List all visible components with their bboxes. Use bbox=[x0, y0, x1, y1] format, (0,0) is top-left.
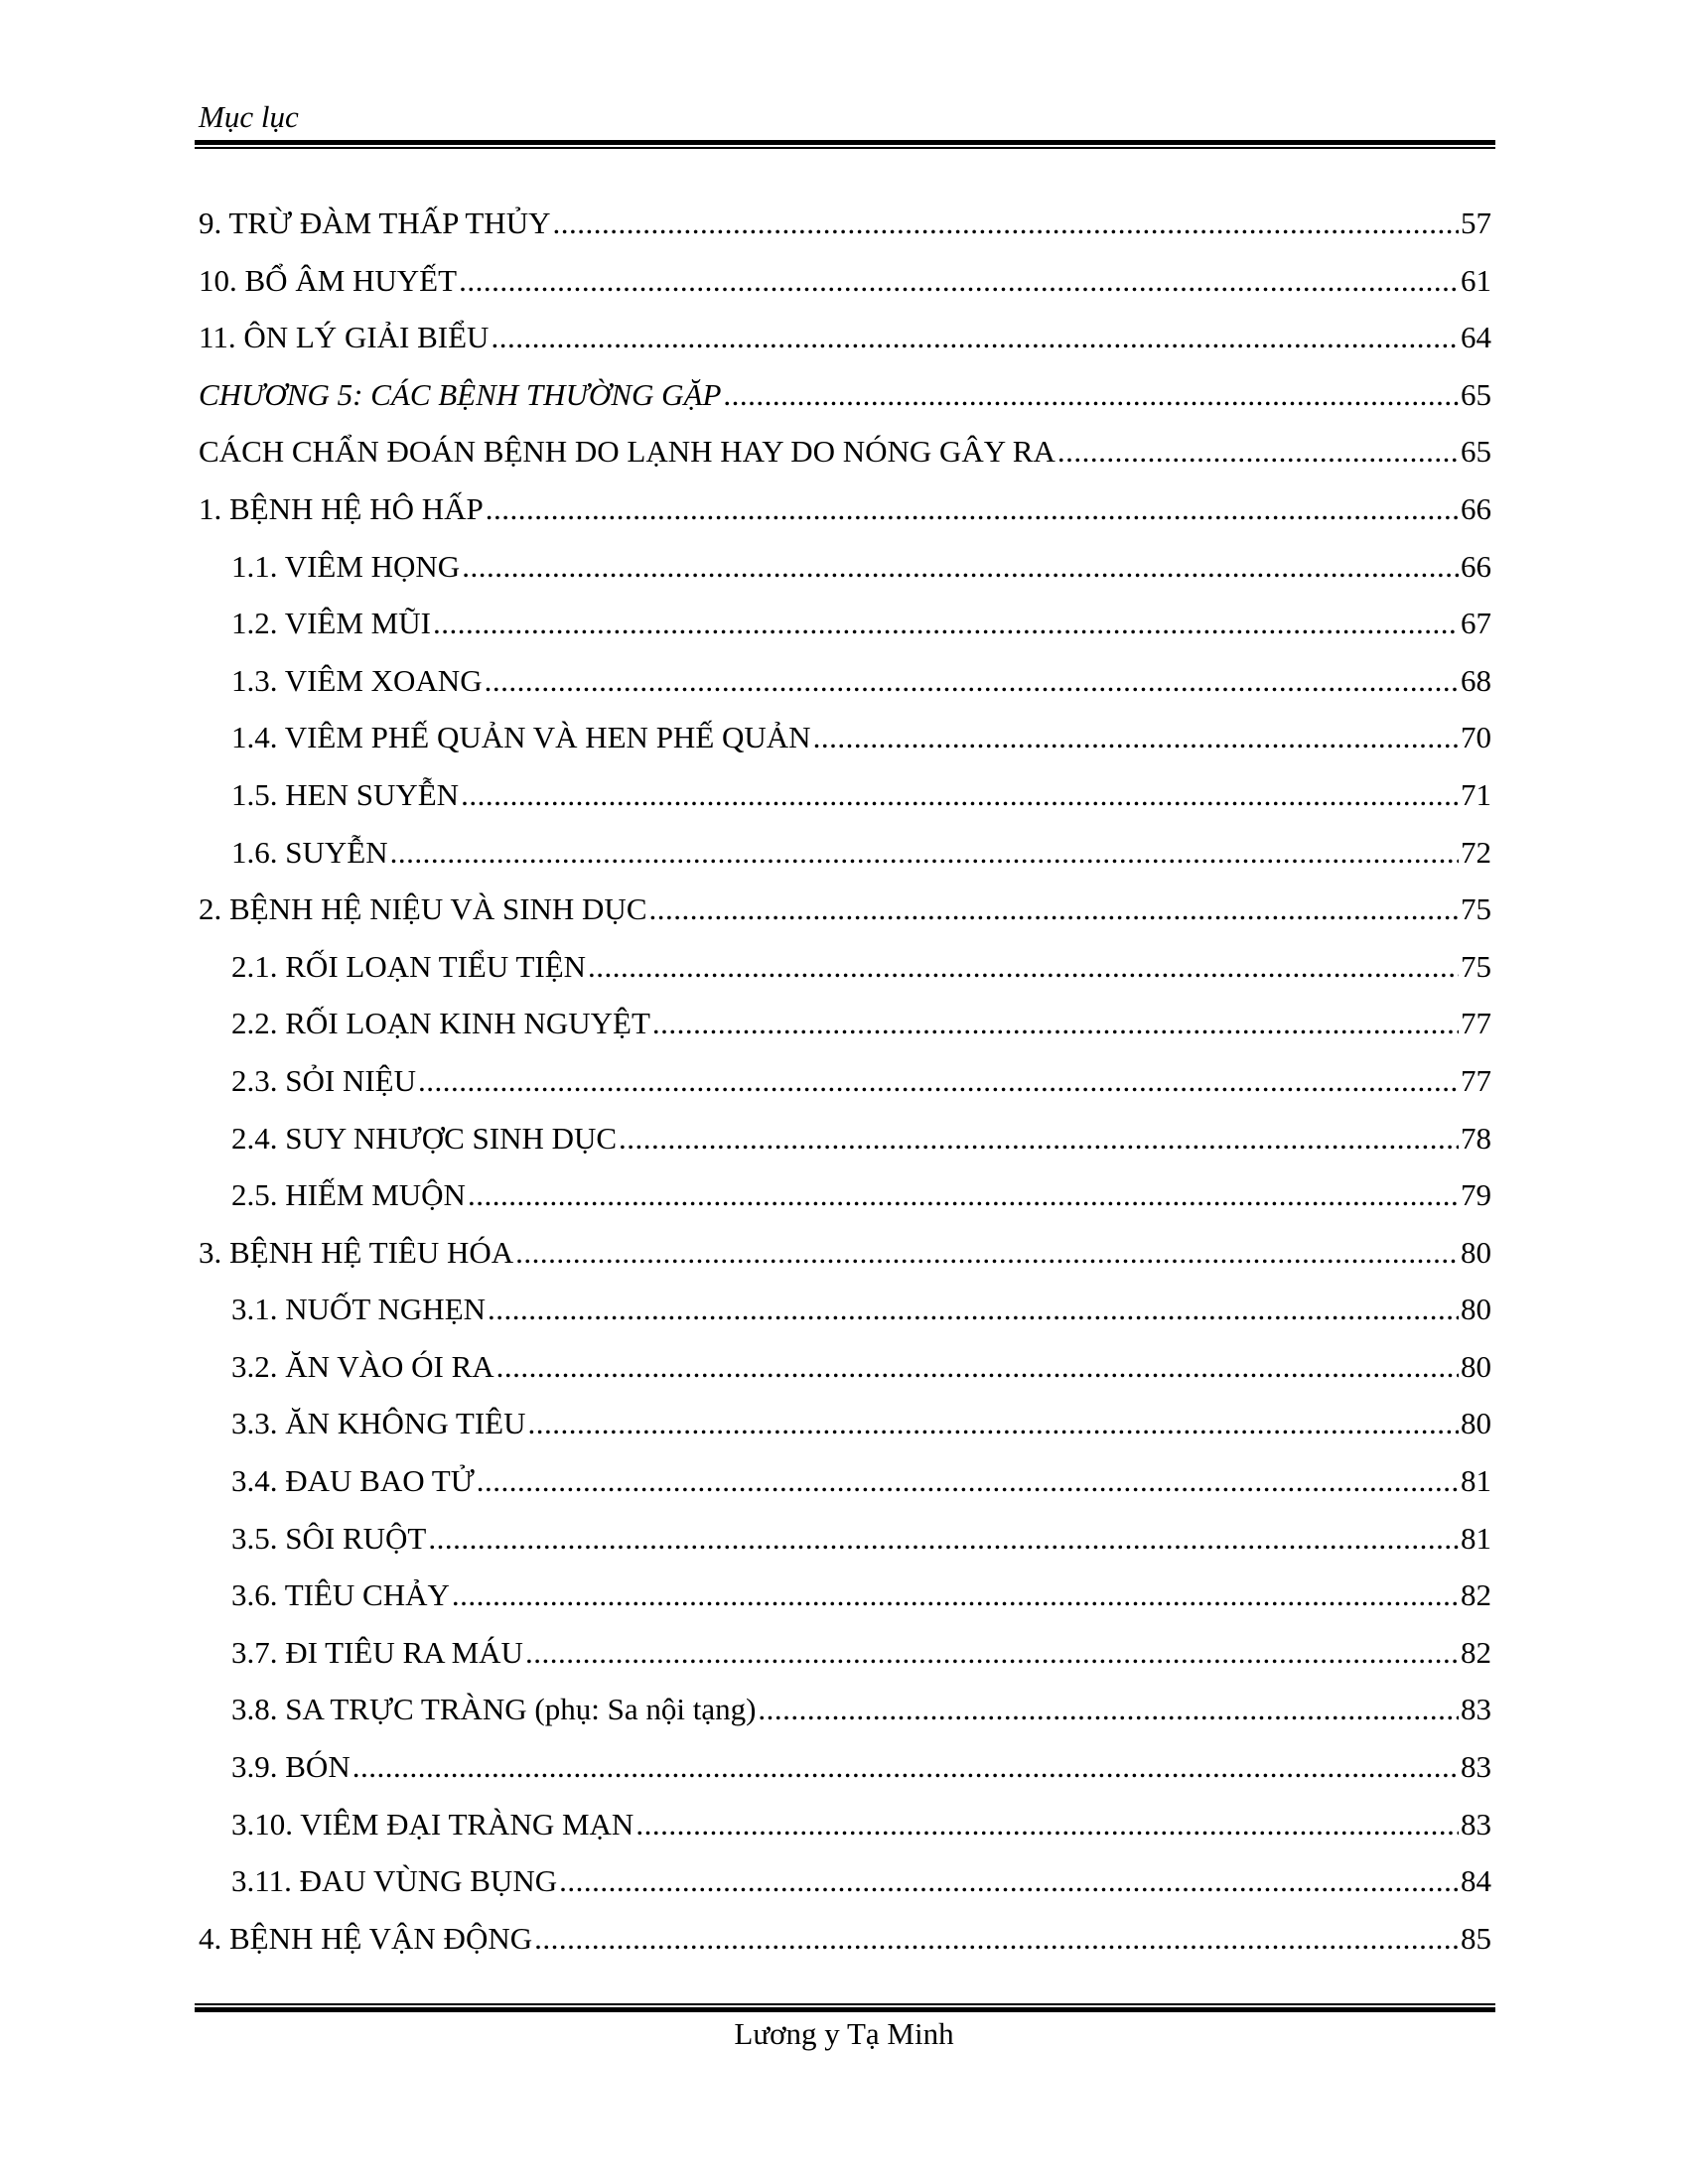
toc-entry-page-number: 66 bbox=[1461, 490, 1491, 526]
toc-entry-page-number: 82 bbox=[1461, 1634, 1491, 1670]
toc-entry-label: 2.5. HIẾM MUỘN bbox=[231, 1177, 466, 1213]
toc-entry[interactable] bbox=[199, 1281, 1491, 1338]
toc-entry[interactable] bbox=[199, 309, 1491, 366]
toc-entry-label: 2. BỆNH HỆ NIỆU VÀ SINH DỤC bbox=[199, 891, 647, 927]
toc-entry[interactable] bbox=[199, 366, 1491, 424]
toc-entry[interactable] bbox=[199, 423, 1491, 480]
toc-entry[interactable] bbox=[199, 1452, 1491, 1510]
toc-entry-label: 3. BỆNH HỆ TIÊU HÓA bbox=[199, 1234, 514, 1270]
toc-leader-dots bbox=[527, 1395, 1459, 1452]
toc-leader-dots bbox=[559, 1852, 1459, 1910]
toc-leader-dots bbox=[723, 366, 1459, 424]
toc-leader-dots bbox=[515, 1224, 1459, 1282]
toc-entry-page-number: 83 bbox=[1461, 1806, 1491, 1842]
toc-entry[interactable] bbox=[199, 995, 1491, 1052]
toc-entry-page-number: 77 bbox=[1461, 1062, 1491, 1098]
toc-entry-label: CHƯƠNG 5: CÁC BỆNH THƯỜNG GẶP bbox=[199, 376, 722, 412]
toc-entry[interactable] bbox=[199, 252, 1491, 310]
toc-entry[interactable] bbox=[199, 1510, 1491, 1568]
toc-entry-page-number: 64 bbox=[1461, 320, 1491, 355]
toc-entry[interactable] bbox=[199, 195, 1491, 252]
toc-entry-label: 3.4. ĐAU BAO TỬ bbox=[231, 1463, 475, 1499]
toc-leader-dots bbox=[588, 938, 1459, 996]
header-rule-thick bbox=[195, 140, 1495, 145]
toc-entry-label: 1.1. VIÊM HỌNG bbox=[231, 548, 461, 584]
header-rule-thin bbox=[195, 147, 1495, 149]
toc-entry[interactable] bbox=[199, 1681, 1491, 1738]
toc-leader-dots bbox=[428, 1510, 1459, 1568]
toc-entry[interactable] bbox=[199, 1910, 1491, 1968]
toc-leader-dots bbox=[491, 309, 1459, 366]
toc-entry-page-number: 57 bbox=[1461, 205, 1491, 240]
toc-entry[interactable] bbox=[199, 824, 1491, 882]
toc-entry-page-number: 65 bbox=[1461, 434, 1491, 470]
toc-entry-label: 1.5. HEN SUYỄN bbox=[231, 776, 460, 812]
toc-entry-page-number: 67 bbox=[1461, 606, 1491, 641]
toc-entry[interactable] bbox=[199, 652, 1491, 710]
toc-leader-dots bbox=[485, 652, 1459, 710]
toc-entry-label: 11. ÔN LÝ GIẢI BIỂU bbox=[199, 320, 490, 355]
toc-entry-page-number: 79 bbox=[1461, 1177, 1491, 1213]
toc-entry-label: 3.10. VIÊM ĐẠI TRÀNG MẠN bbox=[231, 1806, 634, 1842]
toc-entry-label: 3.7. ĐI TIÊU RA MÁU bbox=[231, 1634, 523, 1670]
toc-entry[interactable] bbox=[199, 938, 1491, 996]
toc-leader-dots bbox=[534, 1910, 1459, 1968]
toc-leader-dots bbox=[619, 1110, 1459, 1167]
toc-leader-dots bbox=[468, 1166, 1459, 1224]
footer-rule bbox=[195, 2003, 1495, 2012]
toc-entry-page-number: 83 bbox=[1461, 1692, 1491, 1727]
toc-entry-page-number: 82 bbox=[1461, 1577, 1491, 1613]
toc-leader-dots bbox=[525, 1624, 1459, 1682]
table-of-contents bbox=[199, 195, 1491, 1967]
toc-entry-label: 1.6. SUYỄN bbox=[231, 834, 388, 870]
toc-leader-dots bbox=[486, 480, 1459, 538]
toc-leader-dots bbox=[813, 709, 1459, 766]
footer-rule-thick bbox=[195, 2007, 1495, 2012]
toc-leader-dots bbox=[459, 252, 1459, 310]
toc-leader-dots bbox=[652, 995, 1459, 1052]
toc-entry-page-number: 66 bbox=[1461, 548, 1491, 584]
toc-entry-page-number: 77 bbox=[1461, 1006, 1491, 1041]
toc-entry-label: 3.1. NUỐT NGHẸN bbox=[231, 1292, 487, 1327]
toc-leader-dots bbox=[1057, 423, 1459, 480]
toc-leader-dots bbox=[433, 595, 1459, 652]
toc-entry[interactable] bbox=[199, 538, 1491, 596]
toc-entry[interactable] bbox=[199, 1796, 1491, 1853]
toc-entry-page-number: 65 bbox=[1461, 376, 1491, 412]
toc-entry-label: 1. BỆNH HỆ HÔ HẤP bbox=[199, 490, 484, 526]
toc-entry[interactable] bbox=[199, 1395, 1491, 1452]
toc-entry-label: 10. BỔ ÂM HUYẾT bbox=[199, 262, 458, 298]
toc-leader-dots bbox=[462, 538, 1459, 596]
toc-entry[interactable] bbox=[199, 766, 1491, 824]
toc-entry-label: 4. BỆNH HỆ VẬN ĐỘNG bbox=[199, 1920, 533, 1956]
toc-entry[interactable] bbox=[199, 1738, 1491, 1796]
toc-leader-dots bbox=[452, 1567, 1459, 1624]
toc-entry-label: 2.2. RỐI LOẠN KINH NGUYỆT bbox=[231, 1006, 650, 1041]
toc-entry-page-number: 75 bbox=[1461, 891, 1491, 927]
toc-entry-page-number: 72 bbox=[1461, 834, 1491, 870]
toc-entry-page-number: 85 bbox=[1461, 1920, 1491, 1956]
toc-entry[interactable] bbox=[199, 1338, 1491, 1396]
toc-entry-page-number: 80 bbox=[1461, 1234, 1491, 1270]
toc-entry-label: 2.3. SỎI NIỆU bbox=[231, 1062, 416, 1098]
toc-entry[interactable] bbox=[199, 1052, 1491, 1110]
toc-entry[interactable] bbox=[199, 595, 1491, 652]
toc-entry-page-number: 71 bbox=[1461, 776, 1491, 812]
toc-entry-label: 2.1. RỐI LOẠN TIỂU TIỆN bbox=[231, 948, 587, 984]
toc-entry-page-number: 61 bbox=[1461, 262, 1491, 298]
header-rule bbox=[195, 140, 1495, 149]
toc-entry-label: 3.6. TIÊU CHẢY bbox=[231, 1577, 450, 1613]
toc-entry[interactable] bbox=[199, 1224, 1491, 1282]
toc-leader-dots bbox=[552, 195, 1459, 252]
toc-entry-label: 3.11. ĐAU VÙNG BỤNG bbox=[231, 1863, 558, 1899]
toc-entry-label: 3.8. SA TRỰC TRÀNG (phụ: Sa nội tạng) bbox=[231, 1692, 757, 1727]
toc-entry-label: 3.5. SÔI RUỘT bbox=[231, 1520, 427, 1556]
toc-entry[interactable] bbox=[199, 1110, 1491, 1167]
toc-entry[interactable] bbox=[199, 1166, 1491, 1224]
toc-entry-page-number: 70 bbox=[1461, 720, 1491, 755]
toc-entry[interactable] bbox=[199, 1567, 1491, 1624]
toc-entry-page-number: 81 bbox=[1461, 1463, 1491, 1499]
toc-entry-label: 2.4. SUY NHƯỢC SINH DỤC bbox=[231, 1120, 618, 1156]
toc-entry-page-number: 80 bbox=[1461, 1348, 1491, 1384]
toc-entry-label: 9. TRỪ ĐÀM THẤP THỦY bbox=[199, 205, 551, 240]
toc-entry-page-number: 75 bbox=[1461, 948, 1491, 984]
toc-leader-dots bbox=[649, 881, 1460, 938]
toc-entry-label: 3.2. ĂN VÀO ÓI RA bbox=[231, 1348, 494, 1384]
toc-entry[interactable] bbox=[199, 709, 1491, 766]
toc-entry-label: 1.2. VIÊM MŨI bbox=[231, 606, 431, 641]
toc-entry-page-number: 83 bbox=[1461, 1749, 1491, 1785]
page-header-title: Mục lục bbox=[199, 99, 299, 134]
toc-leader-dots bbox=[461, 766, 1459, 824]
toc-entry-page-number: 78 bbox=[1461, 1120, 1491, 1156]
toc-leader-dots bbox=[635, 1796, 1459, 1853]
toc-entry-page-number: 80 bbox=[1461, 1292, 1491, 1327]
toc-entry-page-number: 84 bbox=[1461, 1863, 1491, 1899]
toc-leader-dots bbox=[496, 1338, 1459, 1396]
toc-entry[interactable] bbox=[199, 1852, 1491, 1910]
toc-entry-page-number: 81 bbox=[1461, 1520, 1491, 1556]
toc-entry-label: CÁCH CHẨN ĐOÁN BỆNH DO LẠNH HAY DO NÓNG GÂY RA bbox=[199, 434, 1055, 470]
toc-leader-dots bbox=[352, 1738, 1459, 1796]
toc-entry-label: 3.3. ĂN KHÔNG TIÊU bbox=[231, 1406, 526, 1441]
toc-entry[interactable] bbox=[199, 1624, 1491, 1682]
toc-entry[interactable] bbox=[199, 881, 1491, 938]
toc-leader-dots bbox=[477, 1452, 1459, 1510]
toc-entry-label: 1.4. VIÊM PHẾ QUẢN VÀ HEN PHẾ QUẢN bbox=[231, 720, 811, 755]
toc-entry-page-number: 80 bbox=[1461, 1406, 1491, 1441]
toc-entry-page-number: 68 bbox=[1461, 662, 1491, 698]
toc-leader-dots bbox=[390, 824, 1459, 882]
toc-entry-label: 1.3. VIÊM XOANG bbox=[231, 662, 483, 698]
toc-leader-dots bbox=[488, 1281, 1459, 1338]
footer-author: Lương y Tạ Minh bbox=[734, 2016, 954, 2051]
footer-rule-thin bbox=[195, 2003, 1495, 2005]
toc-entry-label: 3.9. BÓN bbox=[231, 1749, 351, 1785]
toc-entry[interactable] bbox=[199, 480, 1491, 538]
toc-leader-dots bbox=[758, 1681, 1459, 1738]
toc-leader-dots bbox=[418, 1052, 1459, 1110]
